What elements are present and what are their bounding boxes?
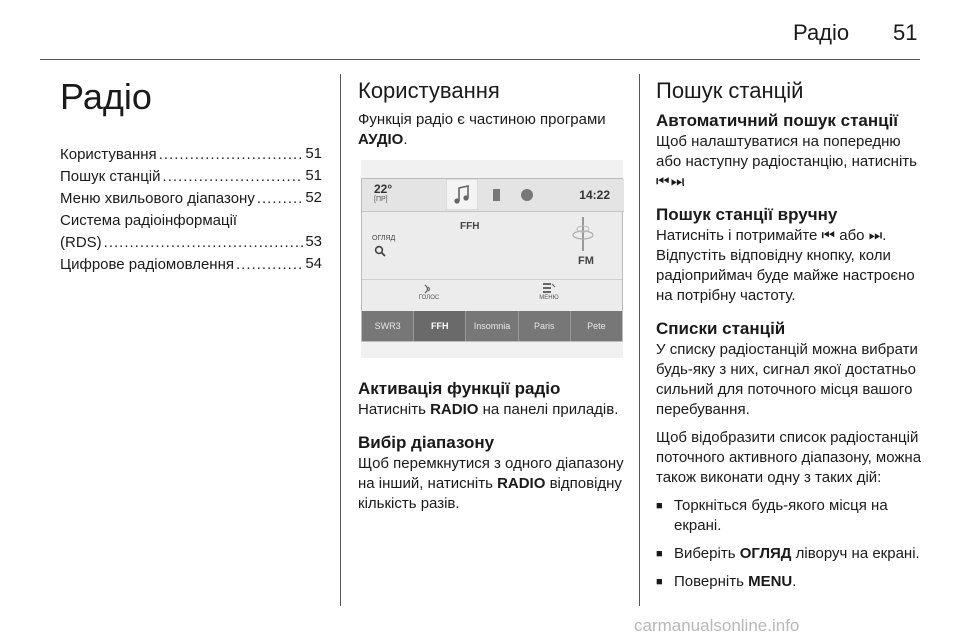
toc-item-label: (RDS): [60, 234, 102, 251]
usage-heading: Користування: [358, 78, 500, 103]
activate-text: Натисніть RADIO на панелі приладів.: [358, 401, 619, 418]
toc-item[interactable]: [60, 254, 322, 276]
function-divider: [362, 279, 622, 280]
watermark: carmanualsonline.info: [634, 616, 800, 635]
header-rule: [40, 59, 920, 60]
temperature-sub-label: [ПР]: [374, 196, 388, 203]
toc-item-label: Меню хвильового діапазону: [60, 190, 255, 207]
voice-button[interactable]: ГОЛОС: [418, 295, 440, 301]
seek-back-icon: ⏮: [821, 227, 836, 244]
navigation-icon: [512, 181, 542, 207]
bullet-square-icon: ■: [656, 548, 663, 560]
toc-leader: [163, 166, 304, 188]
station-lists-text-2: Щоб відобразити список радіостанцій поточного активного діапазону, можна також виконати одну з таких дій:: [656, 429, 922, 486]
usage-text: Функція радіо є частиною програми АУДІО.: [358, 111, 606, 148]
page-number: 51: [893, 20, 918, 45]
toc-item[interactable]: [60, 166, 322, 188]
radio-tower-icon: [568, 213, 598, 255]
auto-search-heading: Автоматичний пошук станції: [656, 111, 899, 130]
seek-back-icon: ⏮: [656, 173, 667, 190]
toc-item-label: Пошук станцій: [60, 168, 161, 185]
manual-search-heading: Пошук станції вручну: [656, 205, 838, 224]
phone-icon: [482, 181, 512, 207]
toc-item-label: Користування: [60, 146, 157, 163]
menu-icon: [542, 282, 556, 294]
toc-item-page: 53: [305, 233, 322, 250]
status-bar: [362, 179, 624, 212]
list-item: ■ Торкніться будь-якого місця на екрані.: [656, 497, 888, 534]
toc-item-page: 51: [305, 167, 322, 184]
toc-item-page: 54: [305, 255, 322, 272]
page-header-title: Радіо: [793, 20, 850, 45]
toc-item[interactable]: [60, 232, 322, 254]
toc-leader: [159, 144, 304, 166]
column-divider-2: [639, 74, 640, 606]
seek-forward-icon: ⏭: [868, 227, 883, 244]
menu-button[interactable]: МЕНЮ: [539, 295, 559, 301]
band-heading: Вибір діапазону: [358, 433, 495, 452]
preset-button[interactable]: Paris: [519, 311, 571, 341]
temperature-readout: 22°: [374, 182, 393, 196]
list-item: ■ Поверніть MENU.: [656, 573, 797, 590]
toc-column: [60, 72, 322, 276]
search-heading: Пошук станцій: [656, 78, 804, 103]
search-icon: [374, 245, 386, 257]
preset-button[interactable]: Insomnia: [466, 311, 518, 341]
bullet-square-icon: ■: [656, 500, 663, 512]
toc-leader: [236, 254, 303, 276]
toc-leader: [257, 188, 303, 210]
preset-button-selected[interactable]: FFH: [414, 311, 466, 341]
seek-forward-icon: ⏭: [670, 173, 682, 190]
toc-item-line1[interactable]: [60, 210, 322, 232]
toc-item[interactable]: [60, 188, 322, 210]
search-column: [656, 78, 928, 592]
chapter-title: Радіо: [60, 76, 152, 117]
station-lists-text: У списку радіостанцій можна вибрати будь-яку з них, сигнал якої достатньо сильний для поточного місця вашого перебування.: [656, 341, 918, 418]
toc-item-page: 52: [305, 189, 322, 206]
auto-search-text: Щоб налаштуватися на попередню або наступну радіостанцію, натисніть ⏮ ⏭.: [656, 133, 917, 190]
toc-item[interactable]: [60, 144, 322, 166]
clock-readout: 14:22: [579, 188, 610, 202]
music-note-icon: [446, 179, 478, 210]
toc-item-page: 51: [305, 145, 322, 162]
band-text: Щоб перемкнутися з одного діапазону на інший, натисніть RADIO відповідну кількість разів.: [358, 455, 624, 512]
infotainment-screen-image: [361, 160, 623, 358]
toc-item-label: Цифрове радіомовлення: [60, 256, 234, 273]
list-item: ■ Виберіть ОГЛЯД ліворуч на екрані.: [656, 545, 920, 562]
station-lists-heading: Списки станцій: [656, 319, 786, 338]
toc-item-label: Система радіоінформації: [60, 212, 238, 229]
preset-button[interactable]: SWR3: [362, 311, 414, 341]
station-name: FFH: [460, 221, 480, 232]
toc-leader: [104, 232, 304, 254]
activation-section: [358, 378, 626, 514]
preset-button[interactable]: Pete: [587, 321, 606, 331]
activate-heading: Активація функції радіо: [358, 379, 561, 398]
band-indicator: FM: [578, 255, 594, 267]
usage-column: [358, 78, 626, 150]
bullet-square-icon: ■: [656, 576, 663, 588]
preset-bar: [362, 311, 622, 341]
column-divider-1: [340, 74, 341, 606]
voice-icon: [422, 283, 434, 295]
browse-button[interactable]: ОГЛЯД: [372, 235, 396, 242]
manual-search-text: Натисніть і потримайте ⏮ або ⏭. Відпустіть відповідну кнопку, коли радіоприймач буде майже настроєно на потрібну частоту.: [656, 227, 915, 304]
